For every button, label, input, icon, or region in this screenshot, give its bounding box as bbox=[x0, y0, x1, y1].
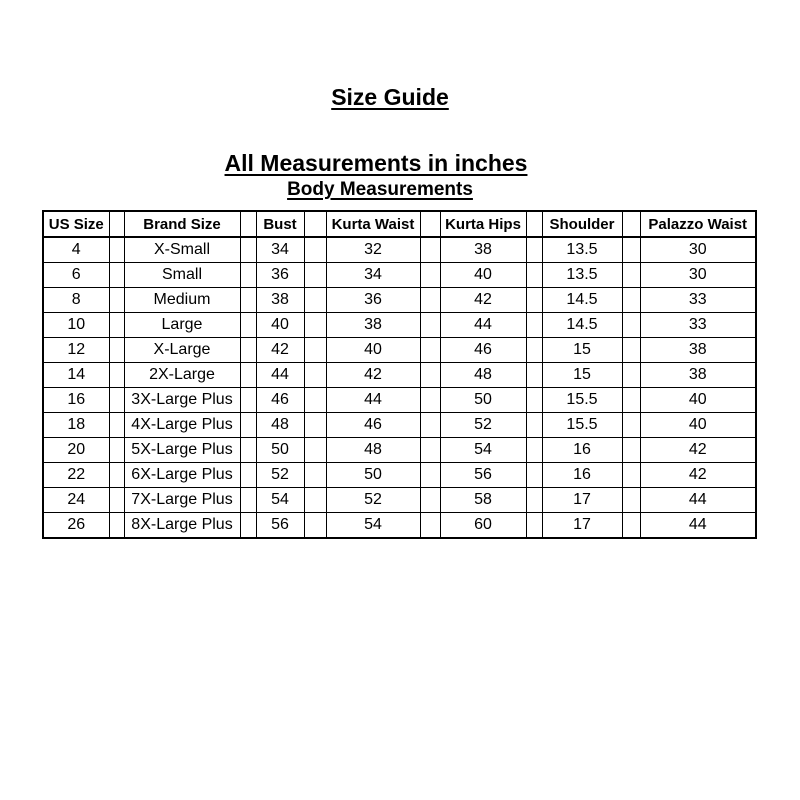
cell-brand-size: Large bbox=[124, 313, 240, 338]
cell-shoulder: 17 bbox=[542, 488, 622, 513]
cell-spacer bbox=[240, 288, 256, 313]
cell-spacer bbox=[420, 313, 440, 338]
cell-bust: 52 bbox=[256, 463, 304, 488]
cell-spacer bbox=[240, 513, 256, 539]
cell-brand-size: 7X-Large Plus bbox=[124, 488, 240, 513]
cell-us-size: 12 bbox=[43, 338, 109, 363]
cell-us-size: 18 bbox=[43, 413, 109, 438]
cell-shoulder: 13.5 bbox=[542, 237, 622, 263]
cell-spacer bbox=[304, 388, 326, 413]
cell-spacer bbox=[622, 263, 640, 288]
cell-palazzo-waist: 30 bbox=[640, 263, 756, 288]
cell-spacer bbox=[420, 237, 440, 263]
cell-bust: 40 bbox=[256, 313, 304, 338]
cell-spacer bbox=[622, 313, 640, 338]
cell-spacer bbox=[109, 488, 124, 513]
table-row bbox=[43, 288, 756, 313]
cell-palazzo-waist: 40 bbox=[640, 388, 756, 413]
cell-spacer bbox=[622, 513, 640, 539]
cell-kurta-waist: 46 bbox=[326, 413, 420, 438]
cell-bust: 36 bbox=[256, 263, 304, 288]
cell-spacer bbox=[420, 263, 440, 288]
cell-spacer bbox=[420, 438, 440, 463]
cell-spacer bbox=[240, 363, 256, 388]
cell-shoulder: 17 bbox=[542, 513, 622, 539]
cell-bust: 46 bbox=[256, 388, 304, 413]
header-us-size: US Size bbox=[43, 211, 109, 237]
cell-shoulder: 14.5 bbox=[542, 288, 622, 313]
table-row bbox=[43, 388, 756, 413]
table-body bbox=[43, 237, 756, 538]
header-spacer bbox=[622, 211, 640, 237]
cell-spacer bbox=[304, 438, 326, 463]
cell-spacer bbox=[240, 313, 256, 338]
cell-spacer bbox=[304, 263, 326, 288]
cell-spacer bbox=[304, 313, 326, 338]
page-title: Size Guide bbox=[331, 84, 449, 110]
cell-spacer bbox=[622, 388, 640, 413]
cell-bust: 54 bbox=[256, 488, 304, 513]
cell-bust: 50 bbox=[256, 438, 304, 463]
cell-palazzo-waist: 44 bbox=[640, 513, 756, 539]
cell-spacer bbox=[526, 463, 542, 488]
header-bust: Bust bbox=[256, 211, 304, 237]
cell-spacer bbox=[109, 388, 124, 413]
cell-kurta-hips: 38 bbox=[440, 237, 526, 263]
cell-kurta-waist: 50 bbox=[326, 463, 420, 488]
cell-spacer bbox=[304, 413, 326, 438]
cell-spacer bbox=[526, 237, 542, 263]
cell-spacer bbox=[526, 488, 542, 513]
cell-kurta-waist: 40 bbox=[326, 338, 420, 363]
cell-shoulder: 13.5 bbox=[542, 263, 622, 288]
cell-spacer bbox=[420, 413, 440, 438]
cell-kurta-waist: 52 bbox=[326, 488, 420, 513]
cell-bust: 34 bbox=[256, 237, 304, 263]
cell-us-size: 26 bbox=[43, 513, 109, 539]
cell-us-size: 10 bbox=[43, 313, 109, 338]
page-subtitle: All Measurements in inches bbox=[224, 150, 528, 176]
cell-us-size: 4 bbox=[43, 237, 109, 263]
cell-spacer bbox=[240, 463, 256, 488]
header-spacer bbox=[420, 211, 440, 237]
header-kurta-hips: Kurta Hips bbox=[440, 211, 526, 237]
size-table bbox=[42, 210, 757, 539]
table-row bbox=[43, 338, 756, 363]
cell-spacer bbox=[109, 338, 124, 363]
cell-brand-size: 6X-Large Plus bbox=[124, 463, 240, 488]
cell-brand-size: 5X-Large Plus bbox=[124, 438, 240, 463]
cell-bust: 56 bbox=[256, 513, 304, 539]
header-kurta-waist: Kurta Waist bbox=[326, 211, 420, 237]
cell-kurta-waist: 32 bbox=[326, 237, 420, 263]
table-row bbox=[43, 237, 756, 263]
cell-spacer bbox=[240, 237, 256, 263]
cell-spacer bbox=[304, 513, 326, 539]
cell-us-size: 6 bbox=[43, 263, 109, 288]
cell-brand-size: Small bbox=[124, 263, 240, 288]
cell-kurta-waist: 34 bbox=[326, 263, 420, 288]
cell-kurta-hips: 58 bbox=[440, 488, 526, 513]
cell-spacer bbox=[420, 513, 440, 539]
cell-brand-size: X-Large bbox=[124, 338, 240, 363]
cell-us-size: 16 bbox=[43, 388, 109, 413]
cell-spacer bbox=[622, 237, 640, 263]
cell-palazzo-waist: 42 bbox=[640, 463, 756, 488]
cell-spacer bbox=[240, 263, 256, 288]
cell-kurta-hips: 46 bbox=[440, 338, 526, 363]
header-brand-size: Brand Size bbox=[124, 211, 240, 237]
table-row bbox=[43, 488, 756, 513]
cell-spacer bbox=[420, 338, 440, 363]
table-row bbox=[43, 263, 756, 288]
cell-spacer bbox=[420, 388, 440, 413]
cell-spacer bbox=[526, 263, 542, 288]
cell-bust: 38 bbox=[256, 288, 304, 313]
cell-shoulder: 16 bbox=[542, 463, 622, 488]
cell-bust: 48 bbox=[256, 413, 304, 438]
header-spacer bbox=[304, 211, 326, 237]
cell-spacer bbox=[526, 313, 542, 338]
cell-spacer bbox=[109, 288, 124, 313]
cell-kurta-waist: 36 bbox=[326, 288, 420, 313]
cell-spacer bbox=[622, 438, 640, 463]
cell-us-size: 24 bbox=[43, 488, 109, 513]
cell-bust: 42 bbox=[256, 338, 304, 363]
cell-spacer bbox=[622, 413, 640, 438]
table-row bbox=[43, 438, 756, 463]
cell-spacer bbox=[109, 513, 124, 539]
cell-spacer bbox=[240, 488, 256, 513]
table-row bbox=[43, 513, 756, 539]
cell-spacer bbox=[109, 413, 124, 438]
table-row bbox=[43, 363, 756, 388]
cell-spacer bbox=[304, 488, 326, 513]
cell-kurta-hips: 56 bbox=[440, 463, 526, 488]
section-title: Body Measurements bbox=[287, 179, 473, 200]
cell-palazzo-waist: 30 bbox=[640, 237, 756, 263]
cell-us-size: 14 bbox=[43, 363, 109, 388]
cell-spacer bbox=[420, 363, 440, 388]
cell-kurta-waist: 42 bbox=[326, 363, 420, 388]
cell-palazzo-waist: 38 bbox=[640, 338, 756, 363]
cell-brand-size: Medium bbox=[124, 288, 240, 313]
cell-bust: 44 bbox=[256, 363, 304, 388]
cell-spacer bbox=[526, 363, 542, 388]
cell-palazzo-waist: 33 bbox=[640, 313, 756, 338]
cell-spacer bbox=[420, 488, 440, 513]
cell-us-size: 8 bbox=[43, 288, 109, 313]
cell-spacer bbox=[304, 288, 326, 313]
cell-spacer bbox=[109, 237, 124, 263]
cell-us-size: 22 bbox=[43, 463, 109, 488]
cell-brand-size: X-Small bbox=[124, 237, 240, 263]
cell-spacer bbox=[240, 388, 256, 413]
table-row bbox=[43, 463, 756, 488]
cell-shoulder: 14.5 bbox=[542, 313, 622, 338]
cell-spacer bbox=[420, 463, 440, 488]
cell-brand-size: 8X-Large Plus bbox=[124, 513, 240, 539]
cell-kurta-waist: 44 bbox=[326, 388, 420, 413]
cell-spacer bbox=[240, 338, 256, 363]
cell-kurta-hips: 54 bbox=[440, 438, 526, 463]
cell-spacer bbox=[526, 438, 542, 463]
table-header-row bbox=[43, 211, 756, 237]
cell-palazzo-waist: 42 bbox=[640, 438, 756, 463]
cell-brand-size: 3X-Large Plus bbox=[124, 388, 240, 413]
cell-spacer bbox=[109, 438, 124, 463]
header-spacer bbox=[109, 211, 124, 237]
cell-kurta-waist: 48 bbox=[326, 438, 420, 463]
cell-spacer bbox=[622, 488, 640, 513]
cell-spacer bbox=[526, 338, 542, 363]
cell-spacer bbox=[304, 237, 326, 263]
cell-kurta-hips: 42 bbox=[440, 288, 526, 313]
cell-shoulder: 15 bbox=[542, 338, 622, 363]
cell-brand-size: 4X-Large Plus bbox=[124, 413, 240, 438]
cell-brand-size: 2X-Large bbox=[124, 363, 240, 388]
cell-spacer bbox=[526, 288, 542, 313]
cell-kurta-hips: 48 bbox=[440, 363, 526, 388]
cell-palazzo-waist: 38 bbox=[640, 363, 756, 388]
cell-kurta-hips: 50 bbox=[440, 388, 526, 413]
header-palazzo-waist: Palazzo Waist bbox=[640, 211, 756, 237]
cell-spacer bbox=[304, 338, 326, 363]
cell-shoulder: 15.5 bbox=[542, 388, 622, 413]
cell-spacer bbox=[109, 313, 124, 338]
header-shoulder: Shoulder bbox=[542, 211, 622, 237]
cell-spacer bbox=[240, 438, 256, 463]
table-row bbox=[43, 413, 756, 438]
cell-palazzo-waist: 33 bbox=[640, 288, 756, 313]
cell-spacer bbox=[109, 263, 124, 288]
cell-kurta-hips: 52 bbox=[440, 413, 526, 438]
cell-spacer bbox=[240, 413, 256, 438]
cell-spacer bbox=[622, 463, 640, 488]
cell-spacer bbox=[526, 413, 542, 438]
cell-kurta-hips: 44 bbox=[440, 313, 526, 338]
cell-kurta-waist: 38 bbox=[326, 313, 420, 338]
cell-us-size: 20 bbox=[43, 438, 109, 463]
cell-kurta-hips: 60 bbox=[440, 513, 526, 539]
cell-spacer bbox=[622, 288, 640, 313]
cell-shoulder: 15 bbox=[542, 363, 622, 388]
cell-palazzo-waist: 40 bbox=[640, 413, 756, 438]
cell-kurta-hips: 40 bbox=[440, 263, 526, 288]
cell-spacer bbox=[622, 363, 640, 388]
cell-shoulder: 15.5 bbox=[542, 413, 622, 438]
header-spacer bbox=[240, 211, 256, 237]
cell-palazzo-waist: 44 bbox=[640, 488, 756, 513]
cell-spacer bbox=[420, 288, 440, 313]
cell-spacer bbox=[109, 363, 124, 388]
cell-spacer bbox=[304, 363, 326, 388]
table-row bbox=[43, 313, 756, 338]
cell-spacer bbox=[622, 338, 640, 363]
cell-spacer bbox=[109, 463, 124, 488]
cell-shoulder: 16 bbox=[542, 438, 622, 463]
cell-kurta-waist: 54 bbox=[326, 513, 420, 539]
cell-spacer bbox=[526, 388, 542, 413]
cell-spacer bbox=[526, 513, 542, 539]
header-spacer bbox=[526, 211, 542, 237]
cell-spacer bbox=[304, 463, 326, 488]
